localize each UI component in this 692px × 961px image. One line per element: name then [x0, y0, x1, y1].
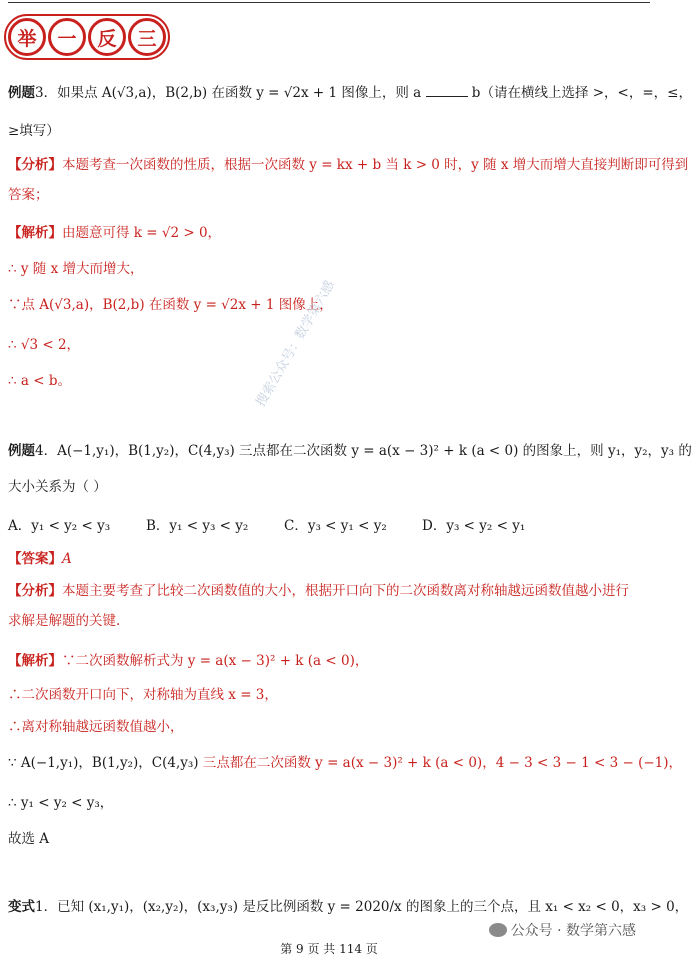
badge-char-4: 三 — [128, 18, 166, 56]
ex4-solution-line1 — [8, 652, 648, 670]
section-badge — [8, 18, 168, 56]
ex3-q1b: b（请在横线上选择 >，<，=，≤， — [471, 85, 692, 101]
ex4-q1: 4．A(−1,y₁)，B(1,y₂)，C(4,y₃) 三点都在二次函数 y = a(x − 3)² + k (a < 0) 的图象上，则 y₁，y₂，y₃ 的 — [35, 443, 692, 459]
ex4-answer-value: A — [62, 551, 72, 567]
ex4-analysis-line1 — [8, 582, 648, 600]
ex4-answer-line — [8, 550, 648, 568]
ex4-solution-tag: 【解析】 — [8, 653, 62, 669]
wechat-icon — [489, 923, 507, 937]
badge-char-1: 举 — [8, 18, 46, 56]
ex4-step3: ∴离对称轴越远函数值越小， — [8, 719, 184, 735]
ex4-step6: 故选 A — [8, 831, 50, 847]
variant1-question — [8, 898, 689, 916]
ex4-step5: ∴ y₁ < y₂ < y₃， — [8, 795, 114, 811]
ex4-option-d: D．y₃ < y₂ < y₁ — [422, 518, 526, 534]
ex3-analysis-text1: 本题考查一次函数的性质，根据一次函数 y = kx + b 当 k > 0 时，y 随 x 增大而增大直接判断即可得到 — [62, 157, 689, 173]
watermark: 搜索公众号：数学第六感 — [253, 278, 338, 410]
wechat-account-mark — [489, 920, 636, 940]
ex4-step4-text: 三点都在二次函数 y = a(x − 3)² + k (a < 0)，4 − 3 < 3 − 1 < 3 − (−1)， — [202, 755, 683, 771]
ex3-question-line2: ≥填写） — [8, 123, 60, 139]
ex3-blank — [426, 84, 468, 97]
ex3-head: 例题 — [8, 85, 35, 101]
ex3-step2: ∴ y 随 x 增大而增大， — [8, 261, 144, 277]
ex4-analysis-text1: 本题主要考查了比较二次函数值的大小，根据开口向下的二次函数离对称轴越远函数值越小进行 — [62, 583, 629, 599]
ex4-question-line2: 大小关系为（ ） — [8, 479, 107, 495]
ex3-step3: ∵点 A(√3,a)，B(2,b) 在函数 y = √2x + 1 图像上， — [8, 297, 333, 313]
page-footer: 第 9 页 共 114 页 — [280, 942, 378, 956]
ex3-analysis-line2: 答案； — [8, 187, 49, 203]
ex3-q1: 3．如果点 A(√3,a)，B(2,b) 在函数 y = √2x + 1 图像上，则 a — [35, 85, 422, 101]
ex3-solution-line1 — [8, 224, 648, 242]
ex4-head: 例题 — [8, 443, 35, 459]
ex4-option-a: A．y₁ < y₂ < y₃ — [8, 518, 111, 534]
ex3-analysis-tag: 【分析】 — [8, 157, 62, 173]
ex4-step4 — [8, 754, 683, 772]
ex4-solution-text1: ∵二次函数解析式为 y = a(x − 3)² + k (a < 0)， — [62, 653, 369, 669]
ex4-question-line1 — [8, 442, 692, 460]
ex4-answer-tag: 【答案】 — [8, 551, 62, 567]
variant1-head: 变式 — [8, 899, 35, 915]
ex3-analysis-line1 — [8, 156, 689, 174]
wechat-account-name: 公众号 · 数学第六感 — [510, 923, 636, 939]
ex4-analysis-line2: 求解是解题的关键. — [8, 613, 121, 629]
badge-char-3: 反 — [88, 18, 126, 56]
ex4-step2: ∴二次函数开口向下，对称轴为直线 x = 3， — [8, 687, 278, 703]
ex4-analysis-tag: 【分析】 — [8, 583, 62, 599]
ex3-question-line1 — [8, 84, 692, 102]
ex3-solution-tag: 【解析】 — [8, 225, 62, 241]
top-rule — [8, 2, 650, 3]
badge-outline — [4, 14, 170, 60]
ex3-solution-text1: 由题意可得 k = √2 > 0， — [62, 225, 222, 241]
ex4-option-b: B．y₁ < y₃ < y₂ — [146, 518, 249, 534]
badge-char-2: 一 — [48, 18, 86, 56]
ex4-option-c: C．y₃ < y₁ < y₂ — [284, 518, 387, 534]
ex3-step5: ∴ a < b。 — [8, 373, 71, 389]
variant1-text: 1．已知 (x₁,y₁)，(x₂,y₂)，(x₃,y₃) 是反比例函数 y = 2020/x 的图象上的三个点，且 x₁ < x₂ < 0，x₃ > 0， — [35, 899, 689, 915]
ex3-step4: ∴ √3 < 2， — [8, 337, 81, 353]
ex4-step4-points: ∵ A(−1,y₁)，B(1,y₂)，C(4,y₃) — [8, 755, 199, 771]
